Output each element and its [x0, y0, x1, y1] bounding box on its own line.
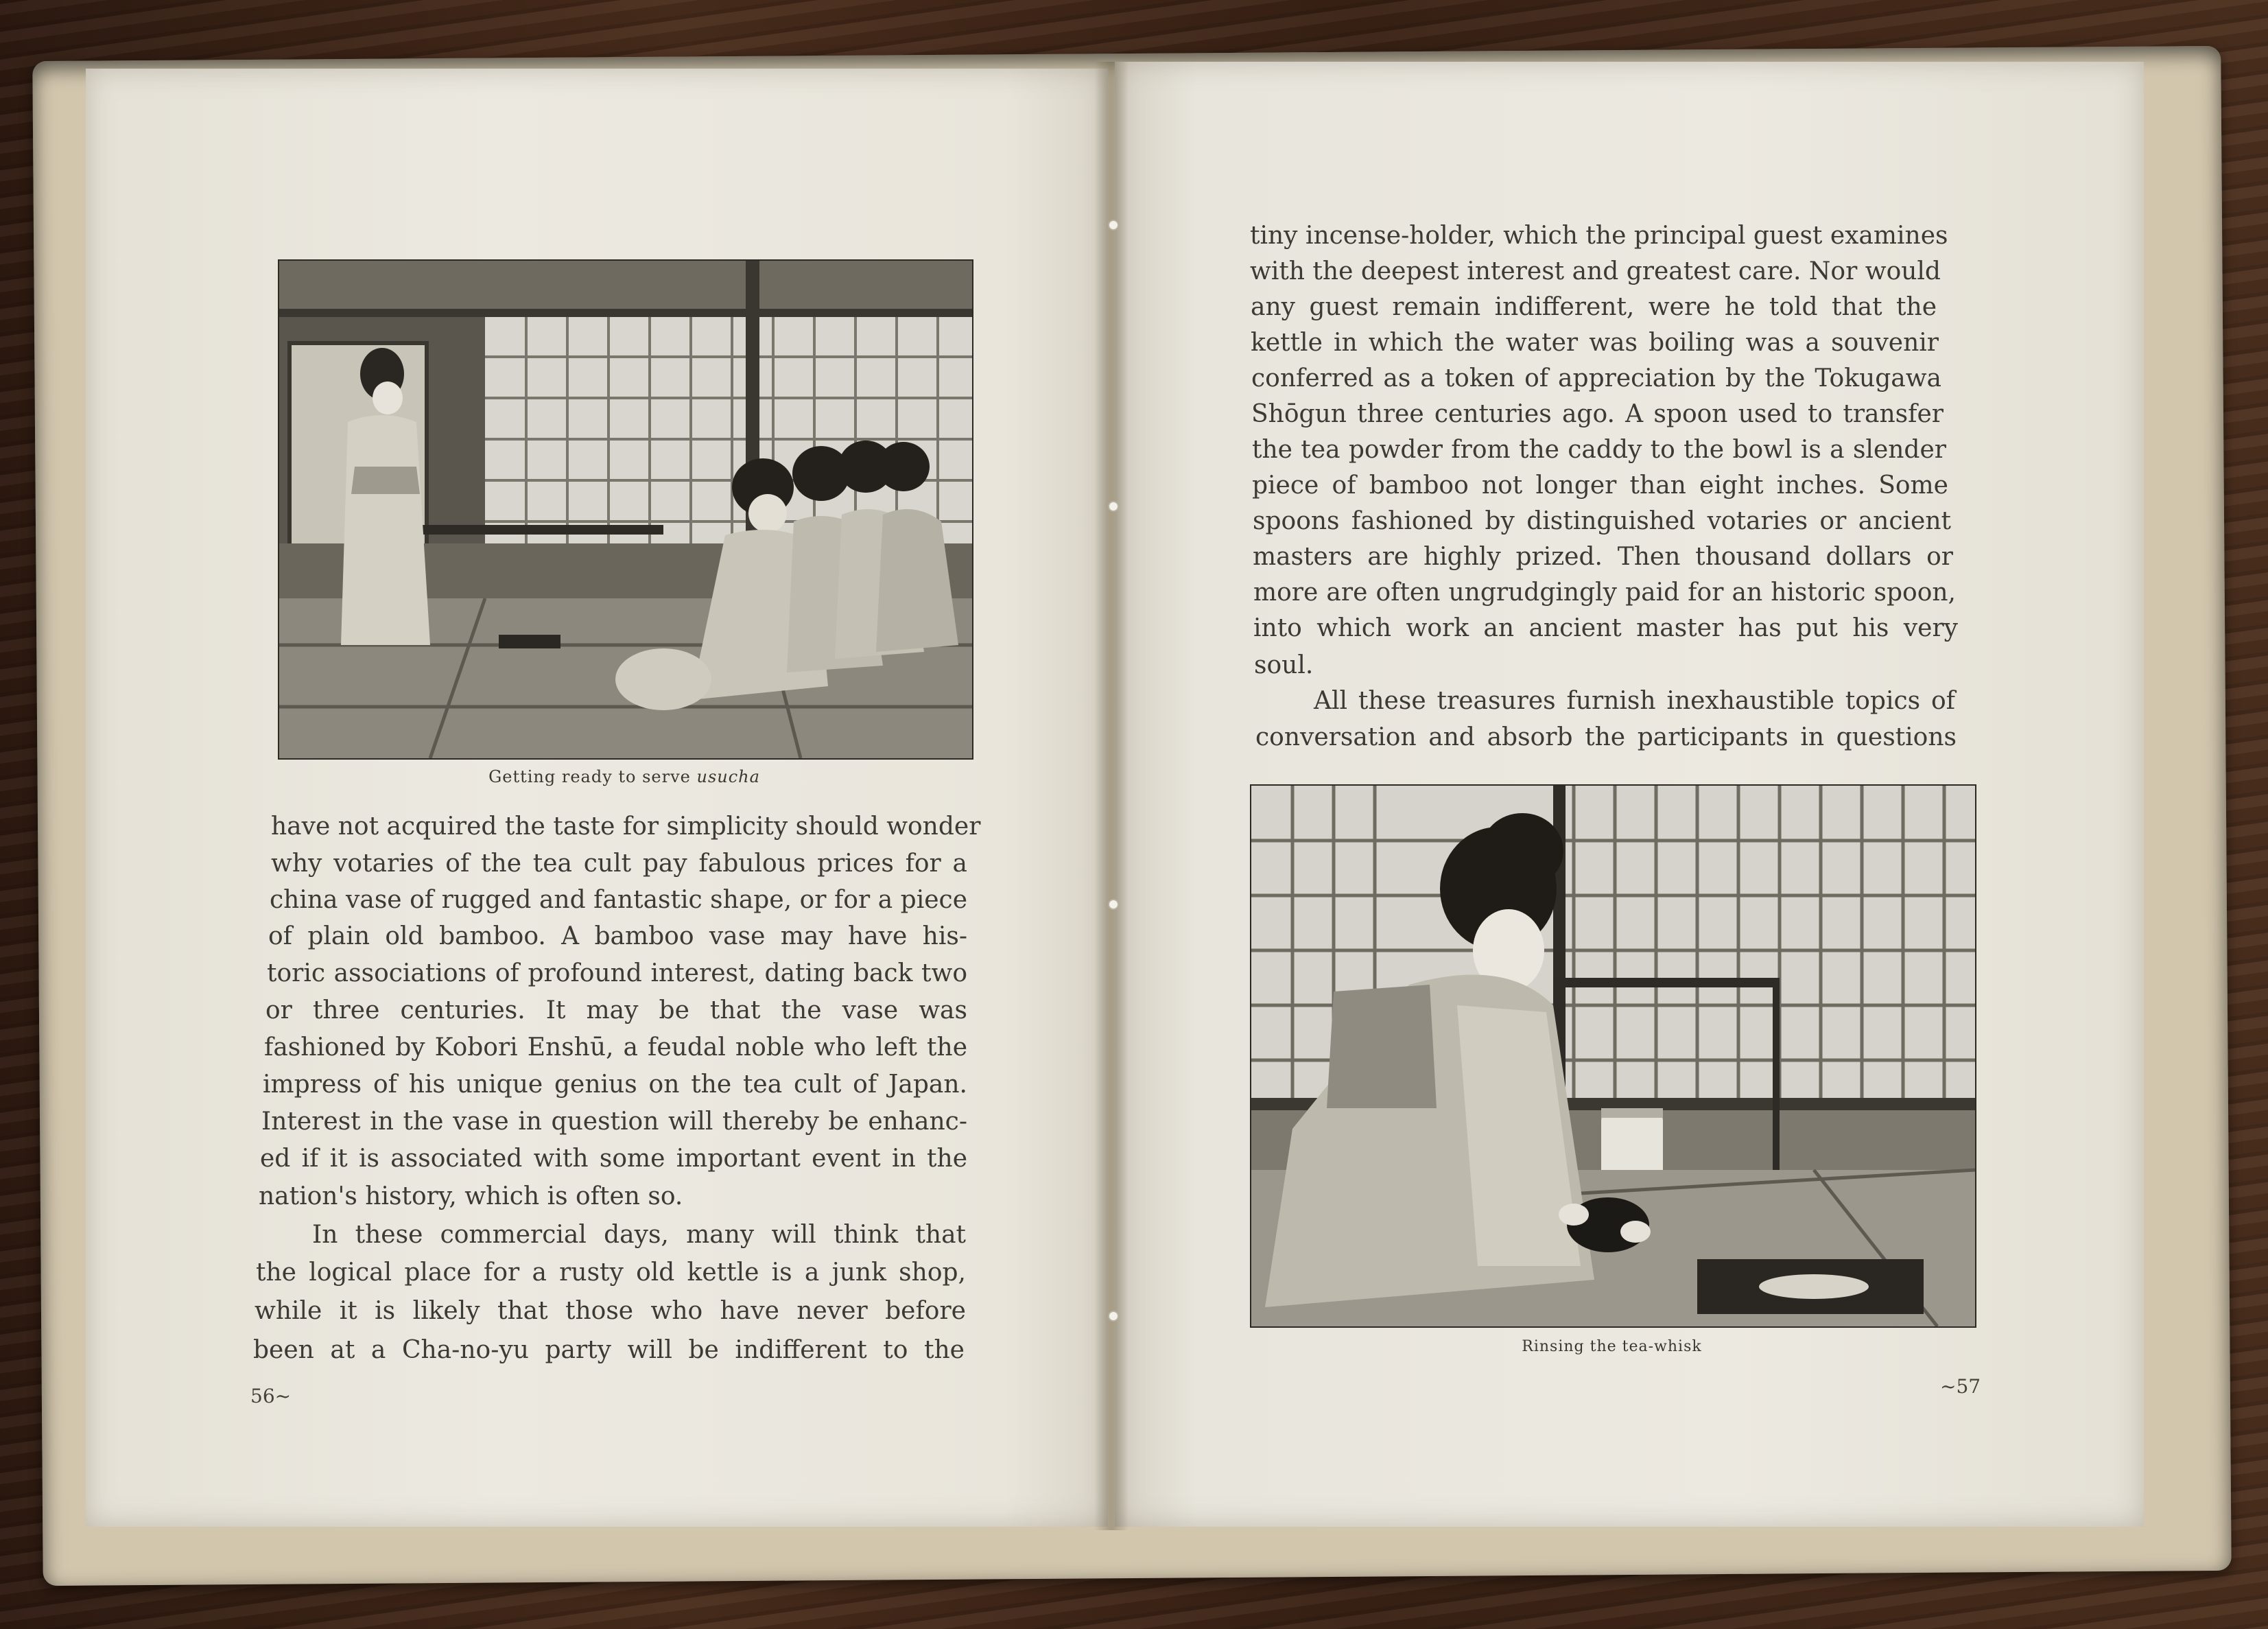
text-line: nation's history, which is often so.: [259, 1182, 683, 1210]
text-line: ed if it is associated with some important event in the: [260, 1145, 967, 1173]
text-line: toric associations of profound interest, dating back two: [267, 959, 967, 987]
text-line: conversation and absorb the participants in questions: [1255, 723, 1957, 751]
left-caption-text: Getting ready to serve: [488, 767, 697, 786]
text-line: fashioned by Kobori Enshū, a feudal noble who left the: [264, 1033, 967, 1062]
text-line: why votaries of the tea cult pay fabulous prices for a: [271, 849, 967, 878]
binding-stitch: [1108, 1311, 1119, 1322]
text-line: kettle in which the water was boiling was a souvenir: [1251, 329, 1939, 357]
text-line: have not acquired the taste for simplicity should wonder: [271, 812, 981, 841]
text-line: masters are highly prized. Then thousand dollars or: [1253, 543, 1953, 571]
binding-stitch: [1108, 899, 1119, 910]
text-line: In these commercial days, many will think that: [312, 1221, 966, 1249]
text-line: while it is likely that those who have never before: [255, 1297, 966, 1325]
text-line: spoons fashioned by distinguished votaries or ancient: [1253, 507, 1951, 535]
text-line: been at a Cha-no-yu party will be indifferent to the: [253, 1336, 965, 1364]
binding-stitch: [1108, 501, 1119, 512]
text-line: of plain old bamboo. A bamboo vase may have his-: [268, 922, 967, 950]
text-line: the tea powder from the caddy to the bowl is a slender: [1252, 436, 1946, 464]
text-line: china vase of rugged and fantastic shape, or for a piece: [270, 886, 967, 914]
right-photo-caption: Rinsing the tea-whisk: [1522, 1338, 1702, 1355]
text-line: Shōgun three centuries ago. A spoon used to transfer: [1251, 400, 1944, 428]
text-line: with the deepest interest and greatest care. Nor would: [1250, 257, 1941, 285]
text-line: or three centuries. It may be that the vase was: [265, 996, 967, 1024]
left-photo-caption: [278, 767, 971, 786]
binding-stitch: [1108, 220, 1119, 231]
left-caption-italic: usucha: [696, 767, 760, 786]
text-line: Interest in the vase in question will thereby be enhanc-: [261, 1108, 967, 1136]
right-page-number: ~57: [1940, 1375, 1981, 1398]
text-line: impress of his unique genius on the tea cult of Japan.: [263, 1070, 967, 1099]
text-line: tiny incense-holder, which the principal guest examines: [1250, 222, 1948, 250]
photo-tea-preparation: [278, 259, 973, 760]
text-line: piece of bamboo not longer than eight inches. Some: [1252, 471, 1948, 500]
book-spine: [1094, 62, 1129, 1530]
text-line: soul.: [1254, 651, 1314, 679]
text-line: into which work an ancient master has put his very: [1253, 614, 1958, 642]
text-line: conferred as a token of appreciation by the Tokugawa: [1251, 364, 1941, 392]
text-line: All these treasures furnish inexhaustible topics of: [1314, 687, 1955, 715]
text-line: the logical place for a rusty old kettle is a junk shop,: [256, 1258, 966, 1287]
left-page-number: 56~: [250, 1385, 292, 1407]
text-line: more are often ungrudgingly paid for an historic spoon,: [1253, 578, 1956, 607]
photo-rinsing-whisk: [1250, 784, 1976, 1328]
text-line: any guest remain indifferent, were he told that the: [1251, 293, 1937, 321]
